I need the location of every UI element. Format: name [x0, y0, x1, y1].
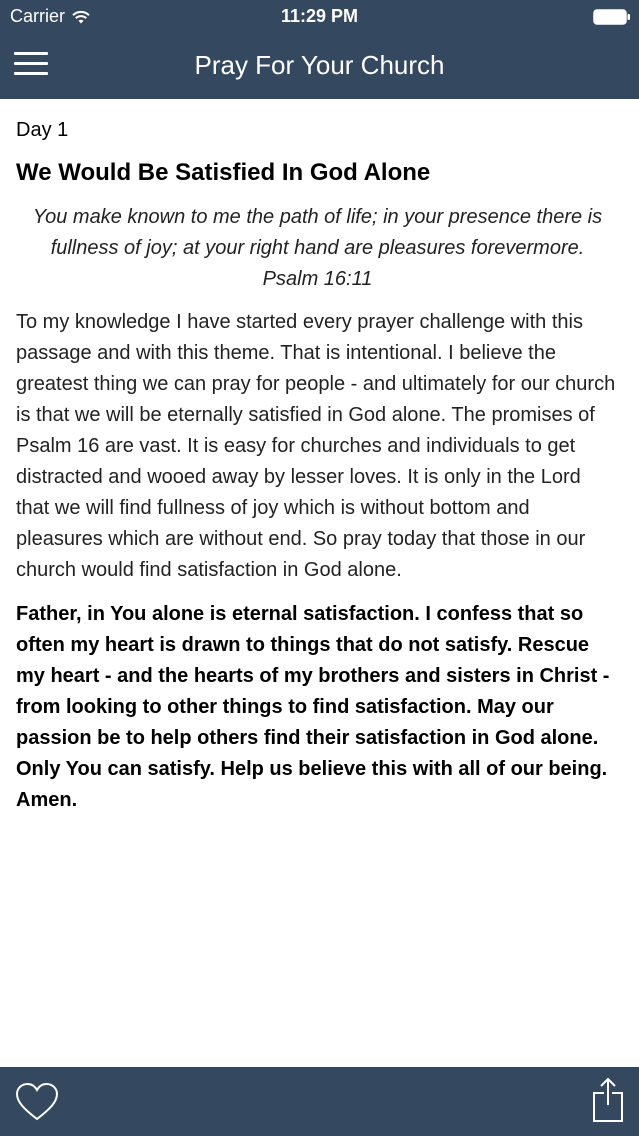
- verse-reference: Psalm 16:11: [262, 268, 373, 290]
- heart-icon[interactable]: [14, 1081, 60, 1123]
- devotional-content: [16, 99, 619, 816]
- day-label: Day 1: [16, 119, 69, 141]
- share-icon[interactable]: [591, 1077, 625, 1123]
- devotional-title: We Would Be Satisfied In God Alone: [16, 159, 431, 186]
- nav-title: Pray For Your Church: [194, 50, 445, 80]
- clock: 11:29 PM: [280, 6, 359, 26]
- scripture-verse: [16, 202, 619, 295]
- navigation-bar: [0, 34, 639, 99]
- verse-text: You make known to me the path of life; in your presence there is fullness of joy; at your right hand are pleasures forevermore.: [32, 206, 603, 259]
- bottom-toolbar: [0, 1067, 639, 1136]
- battery-icon: [593, 9, 631, 25]
- status-bar: [0, 0, 639, 34]
- prayer-text: Father, in You alone is eternal satisfaction. I confess that so often my heart is drawn to things that do not satisfy. Rescue my heart - and the hearts of my brothers and sisters in Christ - from looking to other things to find satisfaction. May our passion be to help others find their satisfaction in God alone. Only You can satisfy. Help us believe this with all of our being. Amen.: [16, 603, 610, 811]
- carrier-label: Carrier: [10, 6, 66, 26]
- devotional-body: To my knowledge I have started every prayer challenge with this passage and with this theme. That is intentional. I believe the greatest thing we can pray for people - and ultimately for our church is that we will be eternally satisfied in God alone. The promises of Psalm 16 are vast. It is easy for churches and individuals to get distracted and wooed away by lesser loves. It is only in the Lord that we will find fullness of joy which is without bottom and pleasures which are without end. So pray today that those in our church would find satisfaction in God alone.: [16, 311, 616, 581]
- top-bar: [0, 0, 639, 99]
